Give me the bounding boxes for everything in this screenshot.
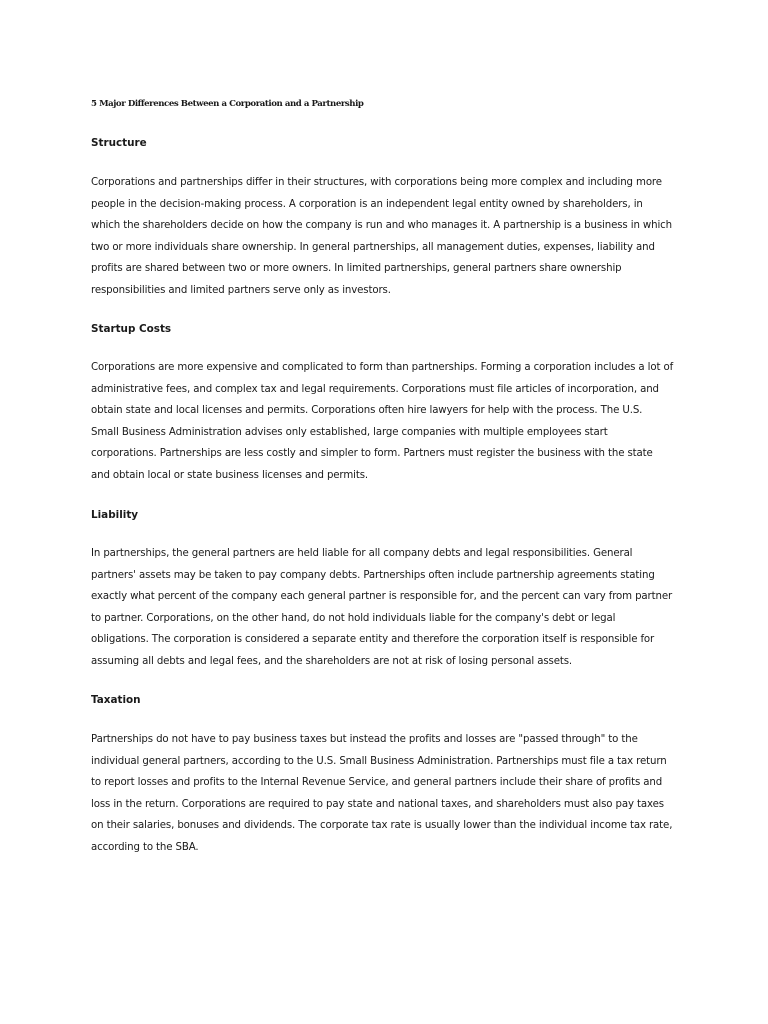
section-heading-taxation: Taxation	[91, 694, 141, 706]
section-paragraph-liability	[91, 543, 691, 673]
paragraph-line: Corporations are more expensive and complicated to form than partnerships. Forming a corporation includes a lot of	[91, 362, 674, 373]
paragraph-line: on their salaries, bonuses and dividends. The corporate tax rate is usually lower than the individual income tax rate,	[91, 820, 673, 832]
paragraph-line: which the shareholders decide on how the company is run and who manages it. A partnership is a business in which	[91, 220, 672, 232]
paragraph-line: In partnerships, the general partners are held liable for all company debts and legal responsibilities. General	[91, 548, 633, 559]
paragraph-line: responsibilities and limited partners serve only as investors.	[91, 284, 391, 296]
section-paragraph-startup-costs	[91, 357, 691, 487]
section-heading-structure: Structure	[91, 137, 147, 149]
paragraph-line: obtain state and local licenses and permits. Corporations often hire lawyers for help with the process. The U.S.	[91, 405, 643, 417]
paragraph-line: and obtain local or state business licenses and permits.	[91, 469, 369, 481]
paragraph-line: partners' assets may be taken to pay company debts. Partnerships often include partnership agreements stating	[91, 569, 655, 581]
paragraph-line: two or more individuals share ownership. In general partnerships, all management duties, expenses, liability and	[91, 241, 655, 253]
paragraph-line: people in the decision-making process. A corporation is an independent legal entity owned by shareholders, in	[91, 198, 643, 210]
paragraph-line: Partnerships do not have to pay business taxes but instead the profits and losses are "passed through" to the	[91, 734, 638, 745]
paragraph-line: to partner. Corporations, on the other hand, do not hold individuals liable for the company's debt or legal	[91, 612, 616, 624]
paragraph-line: profits are shared between two or more owners. In limited partnerships, general partners share ownership	[91, 263, 622, 275]
paragraph-line: Corporations and partnerships differ in their structures, with corporations being more complex and including more	[91, 177, 662, 188]
section-paragraph-taxation	[91, 729, 691, 859]
paragraph-line: assuming all debts and legal fees, and the shareholders are not at risk of losing personal assets.	[91, 655, 573, 667]
paragraph-line: to report losses and profits to the Internal Revenue Service, and general partners include their share of profits and	[91, 777, 663, 789]
section-heading-startup-costs: Startup Costs	[91, 323, 172, 335]
section-heading-liability: Liability	[91, 509, 139, 521]
paragraph-line: administrative fees, and complex tax and legal requirements. Corporations must file articles of incorporation, and	[91, 383, 659, 395]
paragraph-line: Small Business Administration advises only established, large companies with multiple employees start	[91, 426, 608, 438]
paragraph-line: exactly what percent of the company each general partner is responsible for, and the percent can vary from partner	[91, 591, 673, 603]
document-title: 5 Major Differences Between a Corporation and a Partnership	[91, 99, 364, 109]
paragraph-line: individual general partners, according to the U.S. Small Business Administration. Partnerships must file a tax return	[91, 755, 667, 767]
paragraph-line: corporations. Partnerships are less costly and simpler to form. Partners must register the business with the state	[91, 448, 653, 460]
paragraph-line: loss in the return. Corporations are required to pay state and national taxes, and shareholders must also pay taxes	[91, 798, 664, 810]
paragraph-line: obligations. The corporation is considered a separate entity and therefore the corporation itself is responsible for	[91, 634, 655, 646]
paragraph-line: according to the SBA.	[91, 841, 199, 853]
section-paragraph-structure	[91, 172, 691, 302]
